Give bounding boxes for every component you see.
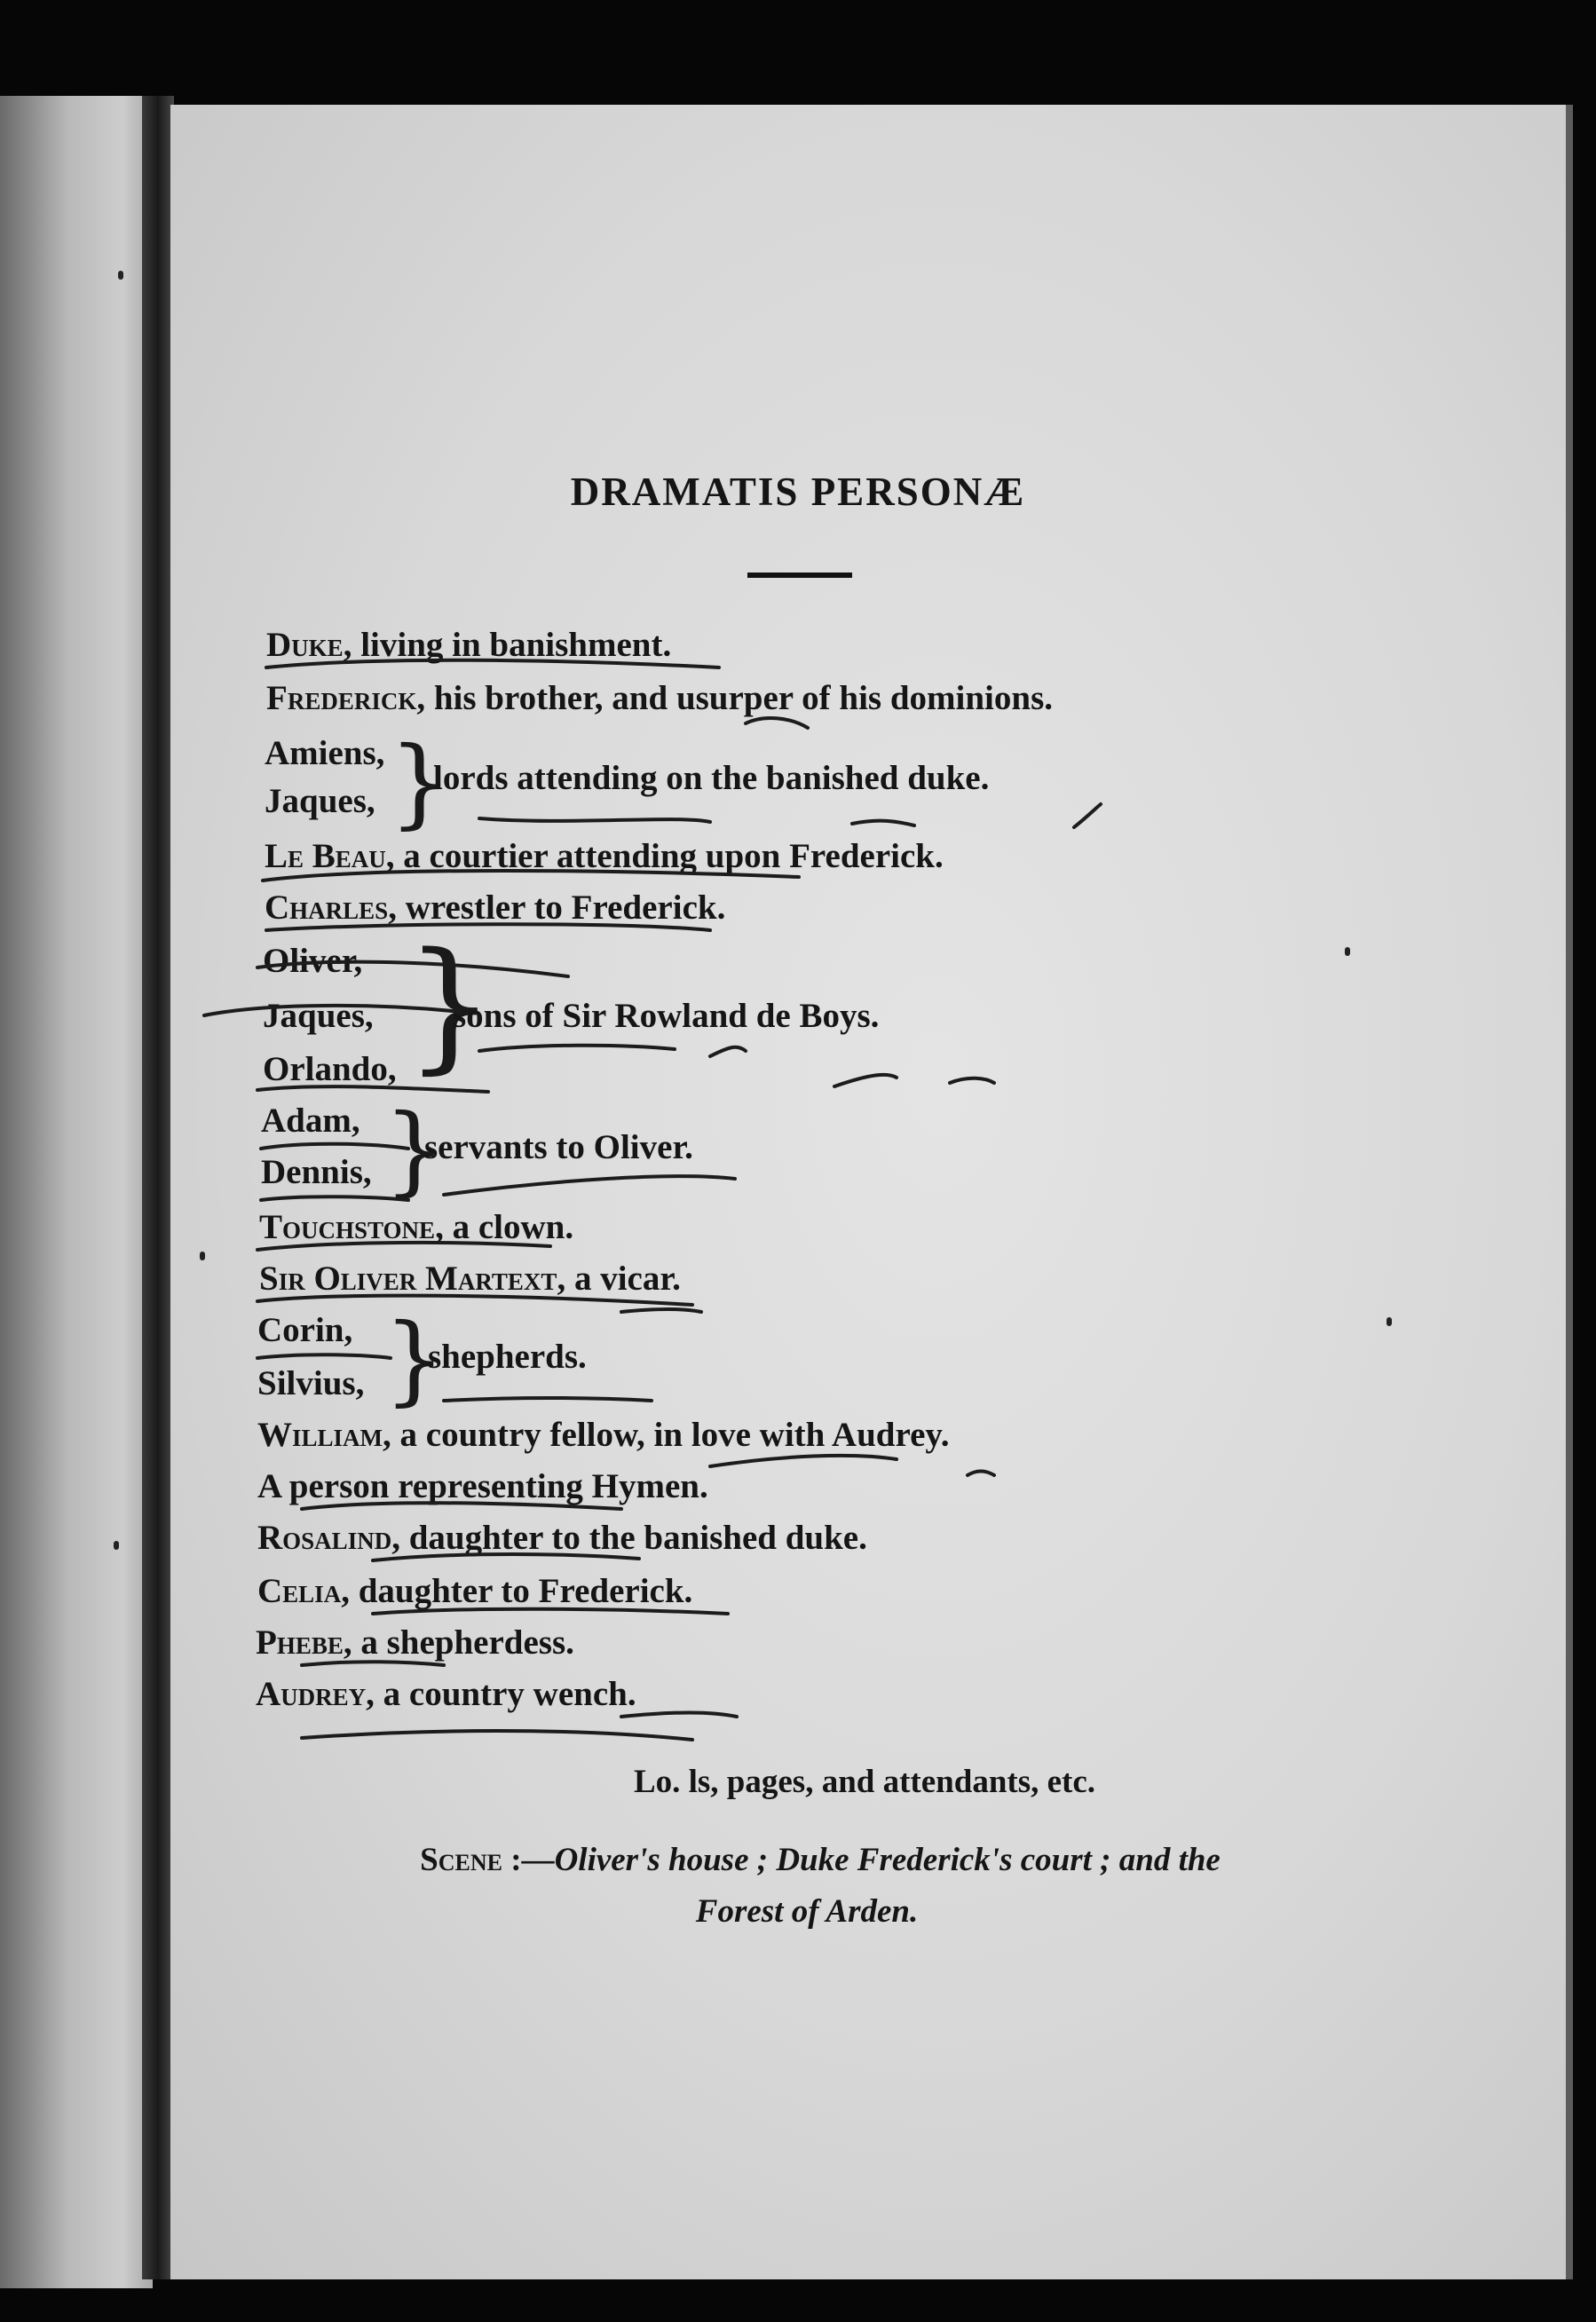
group-member: Jaques, [263, 997, 374, 1035]
role-rosalind: Rosalind, daughter to the banished duke. [257, 1519, 867, 1557]
attendants-line: Lo. ls, pages, and attendants, etc. [633, 1764, 1096, 1800]
speck [1345, 947, 1350, 956]
role-audrey: Audrey, a country wench. [256, 1675, 636, 1713]
group-description: shepherds. [428, 1338, 587, 1376]
book-gutter [142, 96, 174, 2279]
role-william: William, a country fellow, in love with Audrey. [257, 1416, 950, 1454]
brace: } [383, 1302, 446, 1416]
role-celia: Celia, daughter to Frederick. [257, 1572, 693, 1610]
group-member: Orlando, [263, 1050, 397, 1088]
group-member: Corin, [257, 1311, 353, 1349]
brace: } [405, 921, 495, 1087]
role-charles: Charles, wrestler to Frederick. [265, 889, 726, 927]
group-member: Amiens, [265, 734, 385, 772]
role-sir-oliver-martext: Sir Oliver Martext, a vicar. [259, 1260, 681, 1298]
brace: } [383, 1093, 446, 1206]
group-description: servants to Oliver. [424, 1128, 693, 1166]
group-member: Adam, [261, 1102, 360, 1140]
role-hymen: A person representing Hymen. [257, 1467, 708, 1505]
role-touchstone: Touchstone, a clown. [259, 1208, 574, 1246]
group-description: lords attending on the banished duke. [433, 759, 990, 797]
scene-line-1: Scene :—Oliver's house ; Duke Frederick's court ; and the [420, 1842, 1221, 1878]
speck [118, 271, 123, 280]
group-member: Oliver, [263, 942, 363, 980]
role-le-beau: Le Beau, a courtier attending upon Frederick. [265, 837, 944, 875]
brace: } [389, 725, 451, 839]
group-member: Silvius, [257, 1364, 365, 1402]
role-duke: Duke, living in banishment. [266, 626, 672, 664]
scene-line-2: Forest of Arden. [695, 1893, 919, 1930]
role-frederick: Frederick, his brother, and usurper of his dominions. [266, 679, 1054, 717]
group-member: Dennis, [261, 1153, 372, 1191]
group-member: Jaques, [265, 782, 375, 820]
speck [114, 1541, 119, 1550]
book-page [170, 105, 1566, 2279]
page-edge [1566, 105, 1573, 2279]
page-title: DRAMATIS PERSONÆ [570, 470, 1026, 514]
role-phebe: Phebe, a shepherdess. [256, 1623, 574, 1662]
speck [200, 1252, 205, 1260]
title-rule [747, 573, 852, 578]
facing-page-edge [0, 96, 153, 2288]
group-description: sons of Sir Rowland de Boys. [453, 997, 880, 1035]
speck [1387, 1317, 1392, 1326]
